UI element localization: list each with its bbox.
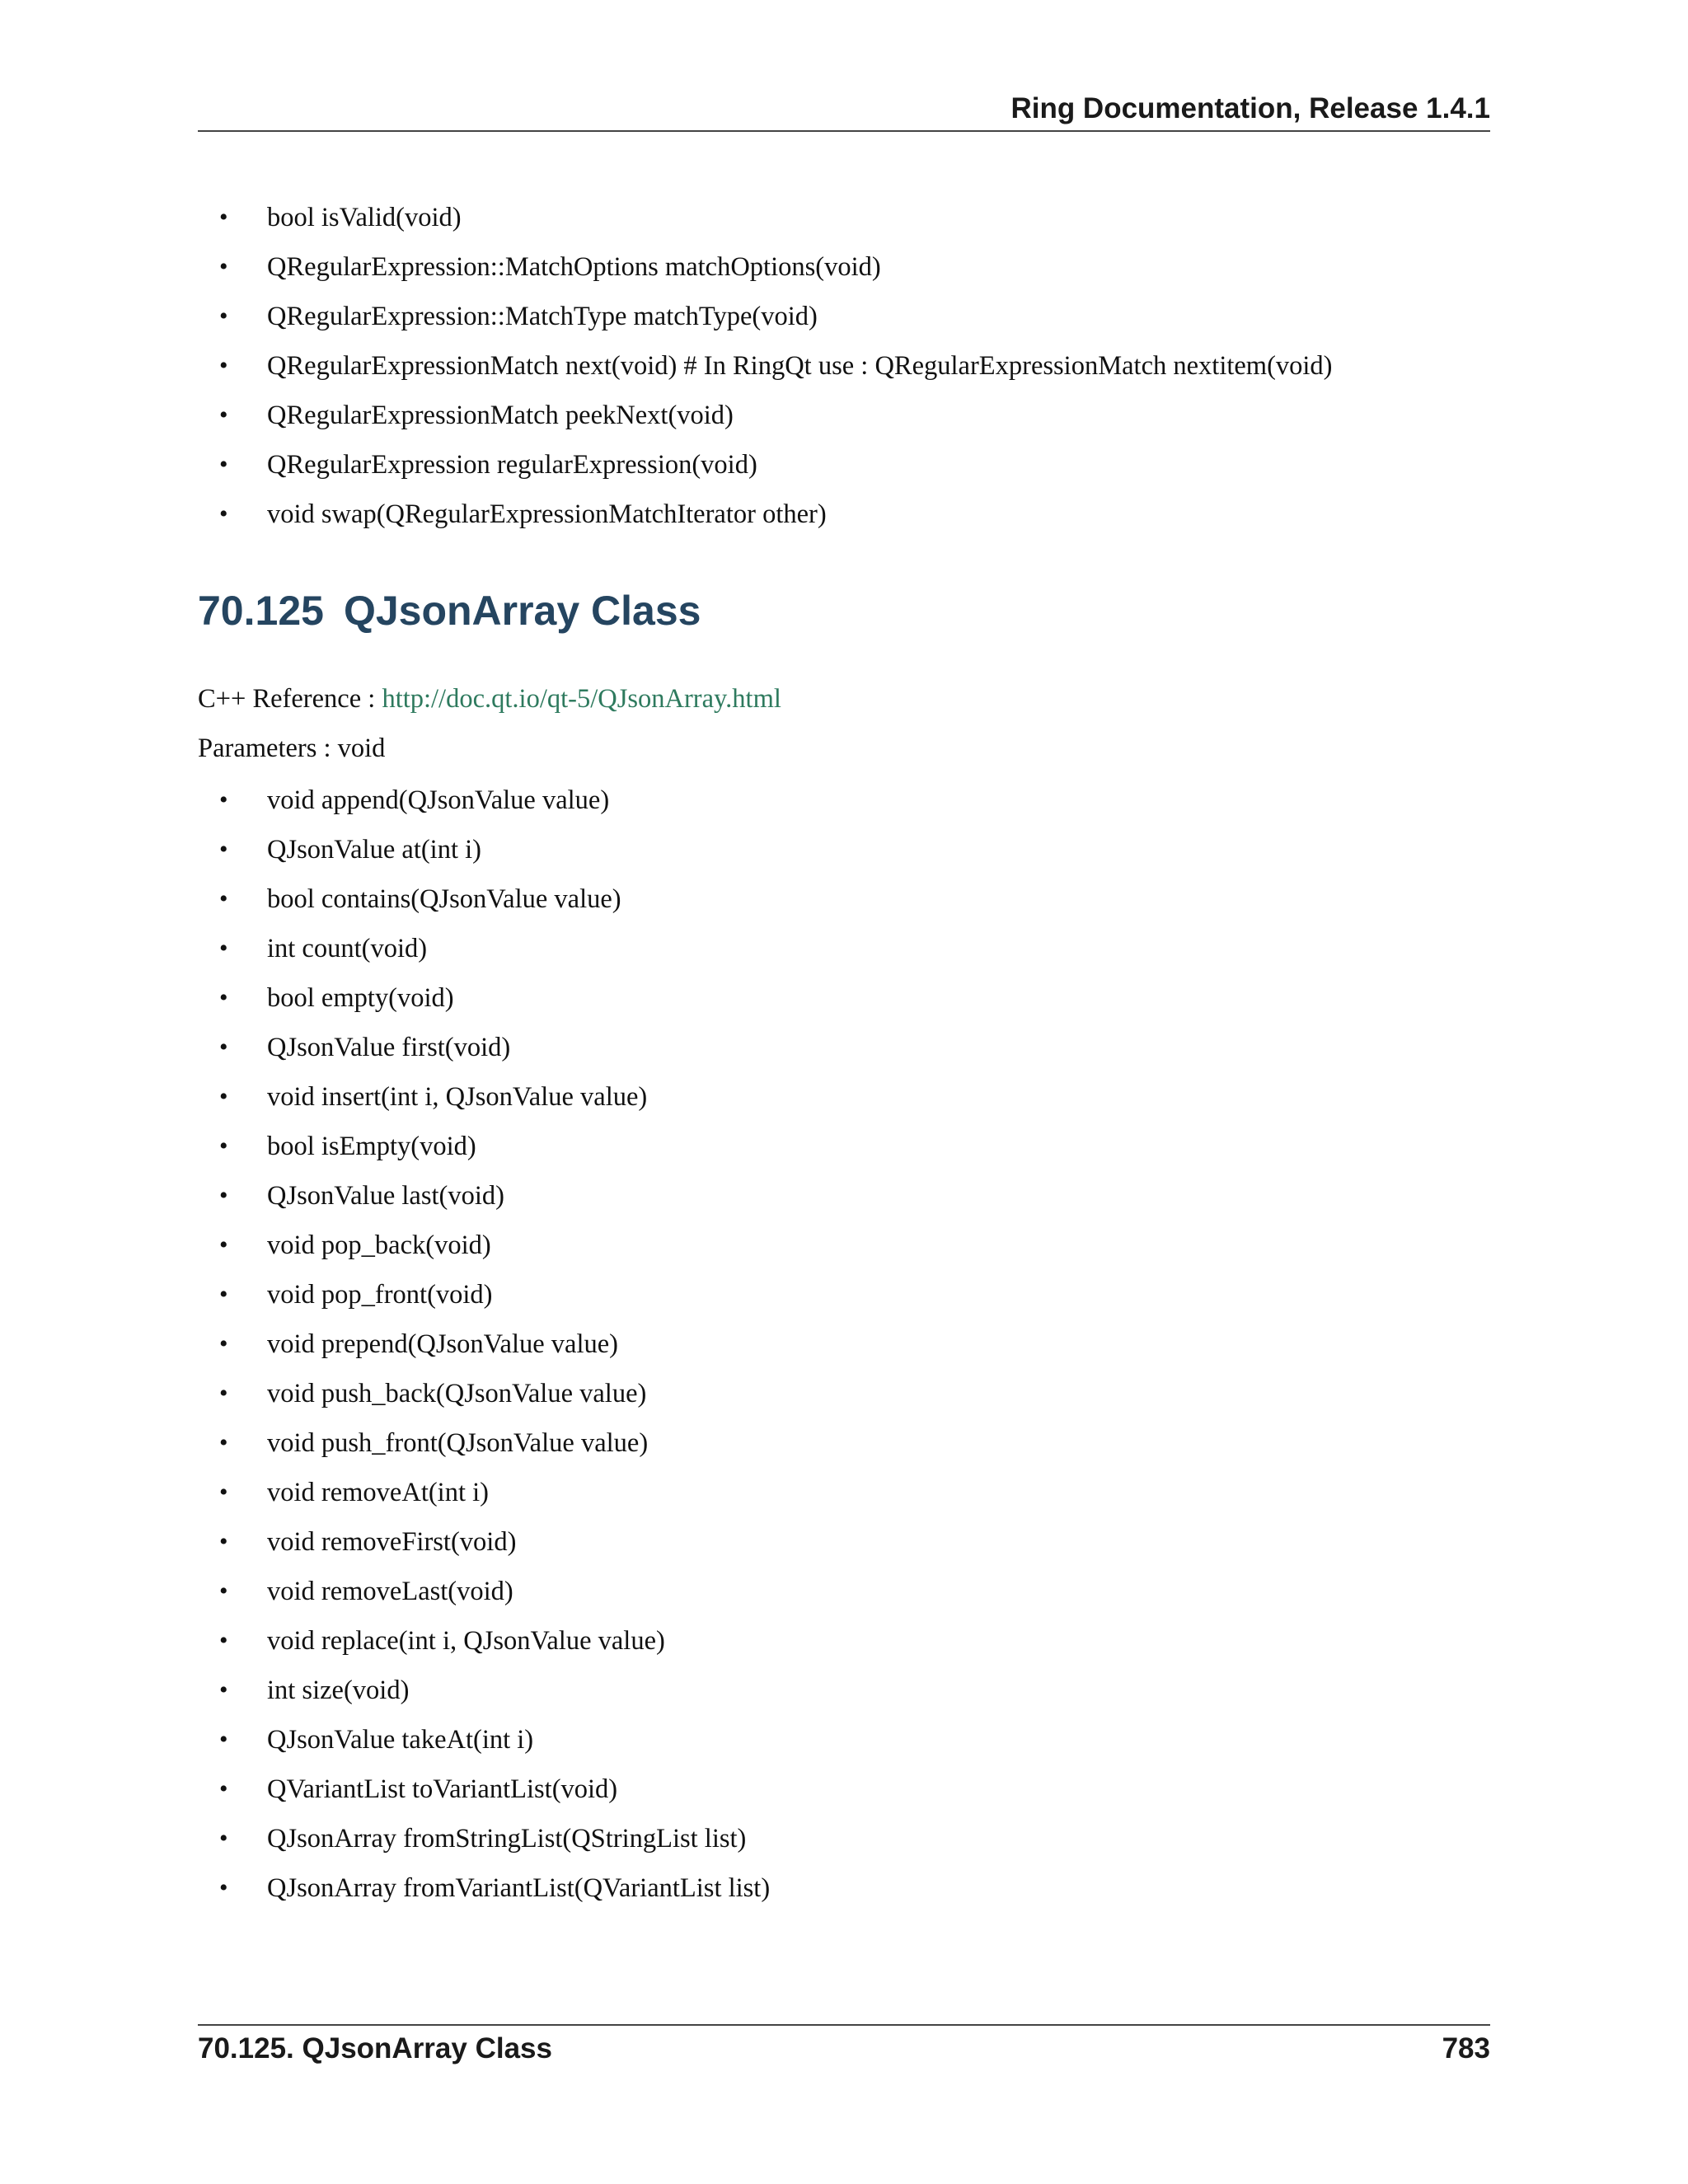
method-signature: void swap(QRegularExpressionMatchIterator other)	[267, 499, 827, 529]
method-signature: QJsonValue last(void)	[267, 1181, 504, 1211]
list-item	[219, 447, 1333, 496]
footer-divider	[198, 2024, 1490, 2026]
method-signature: QRegularExpressionMatch next(void) # In RingQt use : QRegularExpressionMatch nextitem(void)	[267, 351, 1333, 381]
bullet-icon: •	[219, 1033, 228, 1061]
bullet-icon: •	[219, 1627, 228, 1654]
bullet-icon: •	[219, 1726, 228, 1753]
header-divider	[198, 130, 1490, 132]
bullet-icon: •	[219, 1874, 228, 1901]
list-item	[219, 1623, 770, 1672]
list-item	[219, 1524, 770, 1573]
bullet-icon: •	[219, 500, 228, 527]
list-item	[219, 1425, 770, 1474]
method-signature: int count(void)	[267, 934, 428, 963]
footer-section-label: 70.125. QJsonArray Class	[198, 2032, 552, 2064]
list-item	[219, 1376, 770, 1425]
bullet-icon: •	[219, 935, 228, 962]
method-signature: QRegularExpression::MatchType matchType(void)	[267, 302, 818, 331]
method-signature: QJsonValue first(void)	[267, 1033, 511, 1062]
list-item	[219, 930, 770, 980]
list-item	[219, 980, 770, 1029]
list-item	[219, 298, 1333, 348]
bullet-icon: •	[219, 1083, 228, 1110]
method-signature: QJsonValue at(int i)	[267, 835, 481, 865]
method-signature: QVariantList toVariantList(void)	[267, 1774, 618, 1804]
list-item	[219, 249, 1333, 298]
method-signature: QRegularExpression regularExpression(void)	[267, 450, 757, 480]
bullet-icon: •	[219, 302, 228, 330]
bullet-icon: •	[219, 1528, 228, 1555]
method-signature: void removeFirst(void)	[267, 1527, 517, 1557]
list-item	[219, 348, 1333, 397]
list-item	[219, 1573, 770, 1623]
running-header-title: Ring Documentation, Release 1.4.1	[1010, 92, 1490, 124]
method-signature: int size(void)	[267, 1675, 410, 1705]
list-item	[219, 832, 770, 881]
bullet-icon: •	[219, 1825, 228, 1852]
section-heading	[198, 587, 701, 635]
list-item	[219, 881, 770, 930]
top-method-list	[219, 199, 1333, 546]
list-item	[219, 1079, 770, 1128]
bullet-icon: •	[219, 253, 228, 280]
method-signature: void removeAt(int i)	[267, 1478, 489, 1507]
bullet-icon: •	[219, 352, 228, 379]
list-item	[219, 1722, 770, 1771]
method-signature: void prepend(QJsonValue value)	[267, 1329, 618, 1359]
list-item	[219, 1474, 770, 1524]
qjsonarray-method-list	[219, 782, 771, 1919]
list-item	[219, 199, 1333, 249]
bullet-icon: •	[219, 1330, 228, 1357]
method-signature: QJsonArray fromStringList(QStringList list)	[267, 1824, 747, 1854]
list-item	[219, 1672, 770, 1722]
method-signature: QJsonValue takeAt(int i)	[267, 1725, 534, 1755]
list-item	[219, 397, 1333, 447]
parameters-line: Parameters : void	[198, 733, 386, 763]
bullet-icon: •	[219, 1479, 228, 1506]
method-signature: bool isEmpty(void)	[267, 1132, 476, 1161]
bullet-icon: •	[219, 885, 228, 912]
bullet-icon: •	[219, 204, 228, 231]
method-signature: void removeLast(void)	[267, 1577, 513, 1606]
method-signature: void push_back(QJsonValue value)	[267, 1379, 647, 1408]
method-signature: void append(QJsonValue value)	[267, 785, 610, 815]
bullet-icon: •	[219, 984, 228, 1011]
list-item	[219, 1870, 771, 1919]
bullet-icon: •	[219, 1429, 228, 1456]
reference-line	[198, 681, 781, 717]
bullet-icon: •	[219, 786, 228, 813]
list-item	[219, 1821, 770, 1870]
bullet-icon: •	[219, 1775, 228, 1802]
list-item	[219, 496, 1333, 546]
bullet-icon: •	[219, 1132, 228, 1160]
method-signature: void replace(int i, QJsonValue value)	[267, 1626, 665, 1656]
method-signature: QRegularExpressionMatch peekNext(void)	[267, 401, 734, 430]
bullet-icon: •	[219, 1231, 228, 1258]
list-item	[219, 1029, 770, 1079]
method-signature: bool empty(void)	[267, 983, 454, 1013]
method-signature: void pop_front(void)	[267, 1280, 493, 1310]
bullet-icon: •	[219, 451, 228, 478]
method-signature: void insert(int i, QJsonValue value)	[267, 1082, 648, 1112]
list-item	[219, 1326, 770, 1376]
method-signature: bool isValid(void)	[267, 203, 462, 232]
section-title: QJsonArray Class	[343, 588, 701, 634]
bullet-icon: •	[219, 1281, 228, 1308]
section-number: 70.125	[198, 588, 324, 634]
method-signature: void push_front(QJsonValue value)	[267, 1428, 649, 1458]
page-number: 783	[1442, 2032, 1490, 2064]
list-item	[219, 1227, 770, 1277]
method-signature: QRegularExpression::MatchOptions matchOptions(void)	[267, 252, 881, 282]
list-item	[219, 782, 770, 832]
bullet-icon: •	[219, 1676, 228, 1704]
method-signature: void pop_back(void)	[267, 1230, 491, 1260]
list-item	[219, 1128, 770, 1178]
bullet-icon: •	[219, 1182, 228, 1209]
list-item	[219, 1277, 770, 1326]
reference-link[interactable]: http://doc.qt.io/qt-5/QJsonArray.html	[382, 684, 781, 714]
reference-label: C++ Reference :	[198, 684, 382, 714]
method-signature: QJsonArray fromVariantList(QVariantList list)	[267, 1873, 771, 1903]
bullet-icon: •	[219, 836, 228, 863]
bullet-icon: •	[219, 1577, 228, 1605]
list-item	[219, 1771, 770, 1821]
bullet-icon: •	[219, 1380, 228, 1407]
list-item	[219, 1178, 770, 1227]
bullet-icon: •	[219, 401, 228, 429]
method-signature: bool contains(QJsonValue value)	[267, 884, 621, 914]
